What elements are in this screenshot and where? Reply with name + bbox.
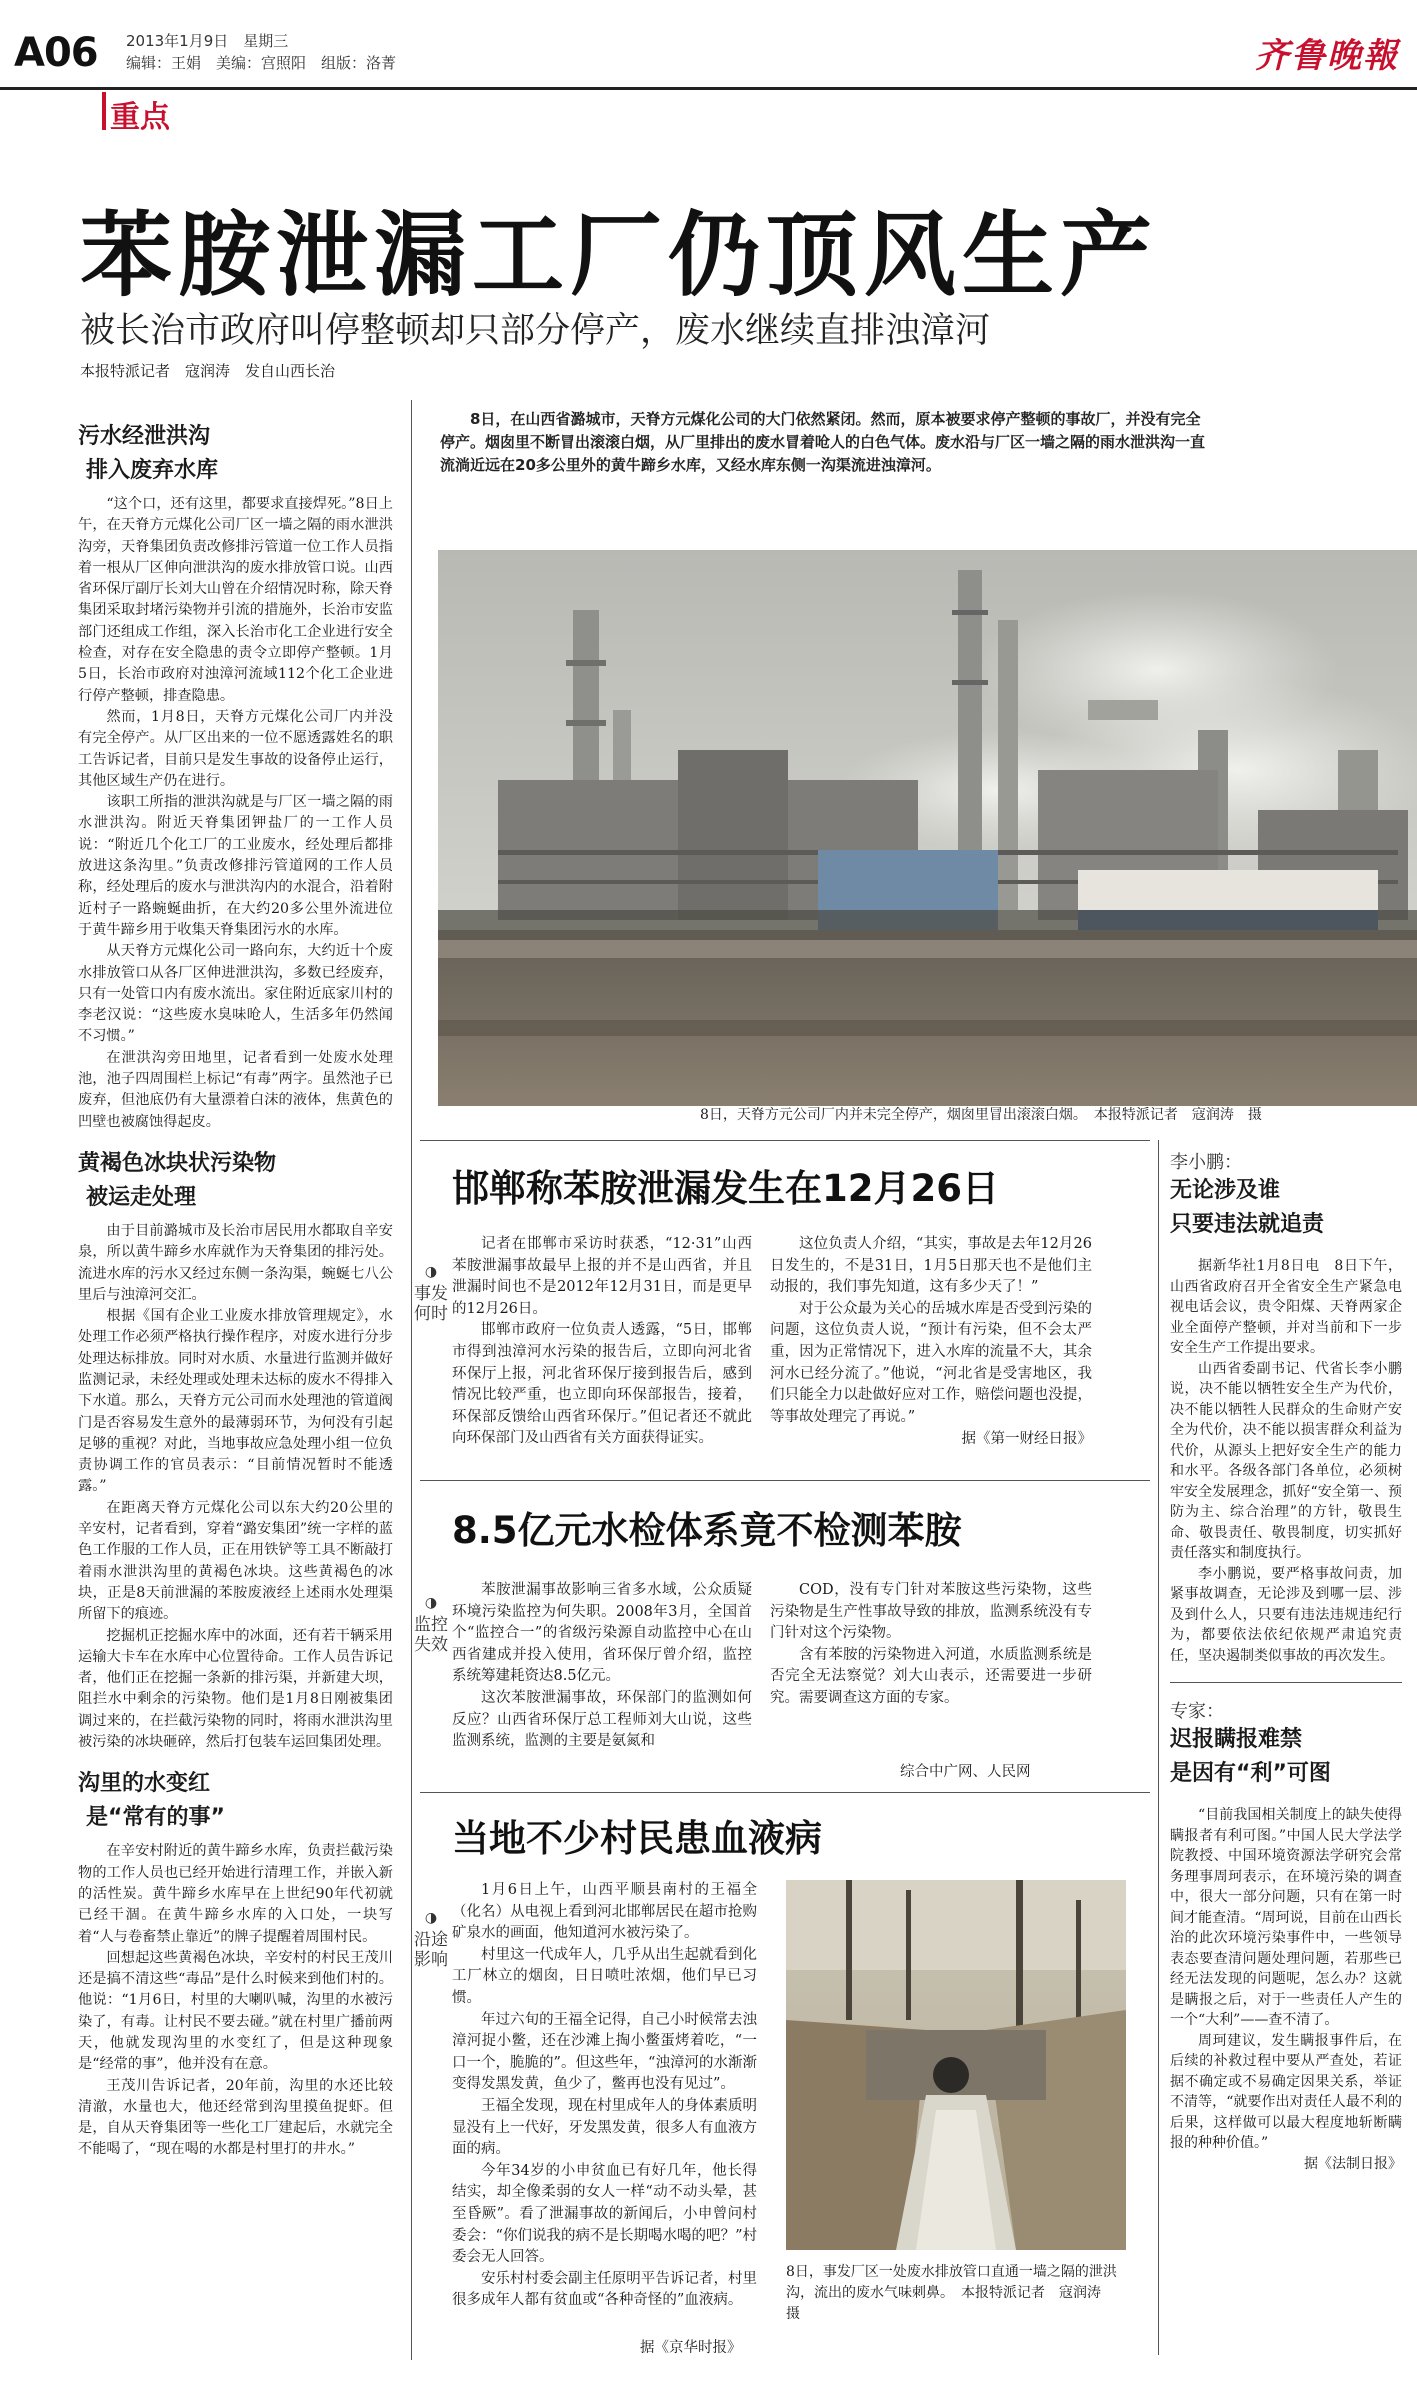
section-tag: 重点 <box>110 100 170 135</box>
story-monitor-headline: 8.5亿元水检体系竟不检测苯胺 <box>452 1509 962 1552</box>
drain-pipe-photo <box>786 1880 1126 2250</box>
header-rule <box>0 87 1417 90</box>
section-heading: 黄褐色冰块状污染物 被运走处理 <box>78 1150 277 1210</box>
right-piece-kicker: 李小鹏： <box>1170 1152 1242 1173</box>
right-piece-kicker: 专家： <box>1170 1701 1224 1722</box>
right-piece-heading: 迟报瞒报难禁 是因有“利”可图 <box>1170 1727 1331 1786</box>
story-monitor-col1: 苯胺泄漏事故影响三省多水域，公众质疑环境污染监控为何失职。2008年3月，全国首个“监控合一”的省级污染源自动监控中心在山西省建成并投入使用，省环保厅曾介绍，监控系统筹建耗资达8.5亿元。 这次苯胺泄漏事故，环保部门的监测如何反应？山西省环保厅总工程师刘大山说，这些监测系统，监测的主要是氨氮和 <box>452 1582 752 1750</box>
editors-line: 编辑：王娟 美编：宫照阳 组版：洛菁 <box>126 54 397 72</box>
section-heading: 污水经泄洪沟 排入废弃水库 <box>78 424 219 483</box>
story-monitor-col2: COD，没有专门针对苯胺这些污染物，这些污染物是生产性事故导致的排放，监测系统没有专门针对这个污染物。 含有苯胺的污染物进入河道，水质监测系统是否完全无法察觉？刘大山表示，还需要进一步研究。需要调查这方面的专家。 <box>770 1582 1092 1706</box>
photo-caption: 8日，天脊方元公司厂内并未完全停产，烟囱里冒出滚滚白烟。 本报特派记者 寇润涛 摄 <box>700 1107 1262 1123</box>
photo-intro: 8日，在山西省潞城市，天脊方元煤化公司的大门依然紧闭。然而，原本被要求停产整顿的事故厂，并没有完全停产。烟囱里不断冒出滚滚白烟，从厂里排出的废水冒着呛人的白色气体。废水沿与厂区一墙之隔的雨水泄洪沟一直流淌近远在20多公里外的黄牛蹄乡水库，又经水库东侧一沟渠流进浊漳河。 <box>440 410 1206 474</box>
date-line: 2013年1月9日 星期三 <box>126 32 289 50</box>
section-divider <box>420 1480 1150 1481</box>
column-divider <box>1158 1140 1159 2355</box>
label-bullet-icon: ◑ <box>424 1595 438 1611</box>
label-bullet-icon: ◑ <box>424 1910 438 1926</box>
right-piece-source: 据《法制日报》 <box>1304 2155 1402 2172</box>
right-piece-body: “目前我国相关制度上的缺失使得瞒报者有利可图。”中国人民大学法学院教授、中国环境资源法学研究会常务理事周珂表示，在环境污染的调查中，很大一部分问题，只有在第一时间才能查清。“周珂说，目前在山西长治的此次环境污染事件中，一些领导表态要查清问题处理问题，若那些已经无法发现的问题呢，怎么办？这就是瞒报之后，对于一些责任人产生的一个“大利”——查不清了。 周珂建议，发生瞒报事件后，在后续的补救过程中要从严查处，若证据不确定或不易确定因果关系，举证不清等，“就要作出对责任人最不利的后果，这样做可以最大程度地斩断瞒报的种种价值。” 据《法制日报》 <box>1170 1805 1402 2174</box>
right-piece-2 <box>1170 1697 1402 2174</box>
left-column <box>78 420 393 2175</box>
story-village-body: 1月6日上午，山西平顺县南村的王福全（化名）从电视上看到河北邯郸居民在超市抢购矿泉水的画面，他知道河水被污染了。 村里这一代成年人，几乎从出生起就看到化工厂林立的烟囱，日日喷吐浓烟，他们早已习惯。 年过六旬的王福全记得，自己小时候常去浊漳河捉小鳖，还在沙滩上掏小鳖蛋烤着吃，“一口一个，脆脆的”。但这些年，“浊漳河的水渐渐变得发黑发黄，鱼少了，鳖再也没有见过”。 王福全发现，现在村里成年人的身体素质明显没有上一代好，牙发黑发黄，很多人有血液方面的病。 今年34岁的小申贫血已有好几年，他长得结实，却全像柔弱的女人一样“动不动头晕，甚至昏厥”。看了泄漏事故的新闻后，小申曾问村委会：“你们说我的病不是长期喝水喝的吧？”村委会无人回答。 安乐村村委会副主任原明平告诉记者，村里很多成年人都有贫血或“各种奇怪的”血液病。 <box>452 1882 757 2309</box>
left-section-3 <box>78 1767 393 2160</box>
left-section-2 <box>78 1147 393 1753</box>
main-byline: 本报特派记者 寇润涛 发自山西长治 <box>80 362 336 380</box>
section-divider <box>420 1140 1150 1141</box>
main-subhead: 被长治市政府叫停整顿却只部分停产，废水继续直排浊漳河 <box>80 311 991 351</box>
column-divider <box>411 400 412 2360</box>
main-headline: 苯胺泄漏工厂仍顶风生产 <box>80 202 1159 309</box>
story-monitor-source: 综合中广网、人民网 <box>900 1764 1031 1780</box>
label-bullet-icon: ◑ <box>424 1264 438 1280</box>
section-heading: 沟里的水变红 是“常有的事” <box>78 1771 225 1831</box>
section-body: “这个口，还有这里，都要求直接焊死。”8日上午，在天脊方元煤化公司厂区一墙之隔的雨水泄洪沟旁，天脊集团负责改修排污管道一位工作人员指着一根从厂区伸向泄洪沟的废水排放管口说。山西省环保厅副厅长刘大山曾在介绍情况时称，除天脊集团采取封堵污染物并引流的措施外，长治市安监部门还组成工作组，深入长治市化工企业进行安全检查，对存在安全隐患的责令立即停产整顿。1月5日，长治市政府对浊漳河流域112个化工企业进行停产整顿，排查隐患。 然而，1月8日，天脊方元煤化公司厂内并没有完全停产。从厂区出来的一位不愿透露姓名的职工告诉记者，目前只是发生事故的设备停止运行，其他区域生产仍在进行。 该职工所指的泄洪沟就是与厂区一墙之隔的雨水泄洪沟。附近天脊集团钾盐厂的一工作人员说：“附近几个化工厂的工业废水，经处理后都排放进这条沟里。”负责改修排污管道网的工作人员称，经处理后的废水与泄洪沟内的水混合，沿着附近村子一路蜿蜒曲折，在大约20多公里外流进位于黄牛蹄乡用于收集天脊集团污水的水库。 从天脊方元煤化公司一路向东，大约近十个废水排放管口从各厂区伸进泄洪沟，多数已经废弃，只有一处管口内有废水流出。家住附近底家川村的李老汉说：“这些废水臭味呛人，生活多年仍然闻不习惯。” 在泄洪沟旁田地里，记者看到一处废水处理池，池子四周围栏上标记“有毒”两字。虽然池子已废弃，但池底仍有大量漂着白沫的液体，焦黄色的凹壁也被腐蚀得起皮。 <box>78 496 393 1130</box>
right-piece-body: 据新华社1月8日电 8日下午，山西省政府召开全省安全生产紧急电视电话会议，贵令阳煤、天脊两家企业全面停产整顿，并对当前和下一步安全生产工作提出要求。 山西省委副书记、代省长李小鹏说，决不能以牺牲安全生产为代价，决不能以牺牲人民群众的生命财产安全为代价，决不能以损害群众利益为代价，从源头上把好安全生产的能力和水平。各级各部门各单位，必须树牢安全发展理念，抓好“安全第一、预防为主、综合治理”的方针，敬畏生命、敬畏责任、敬畏制度，切实抓好责任落实和制度执行。 李小鹏说，要严格事故问责，加紧事故调查，无论涉及到哪一层、涉及到什么人，只要有违法违规违纪行为，都要依法依纪依规严肃追究责任，坚决遏制类似事故的再次发生。 <box>1170 1258 1402 1664</box>
newspaper-logo: 齐鲁晚報 <box>1255 36 1399 76</box>
page-number: A06 <box>14 30 98 76</box>
story-village-source: 据《京华时报》 <box>640 2340 742 2356</box>
story-village-headline: 当地不少村民患血液病 <box>452 1817 822 1860</box>
right-divider <box>1170 1682 1402 1683</box>
story-monitor-label: ◑ 监控失效 <box>414 1595 448 1655</box>
right-piece-heading: 无论涉及谁 只要违法就追责 <box>1170 1178 1325 1237</box>
factory-photo <box>438 550 1417 1106</box>
story-time-label: ◑ 事发何时 <box>414 1264 448 1324</box>
section-marker <box>102 92 106 130</box>
story-village-label: ◑ 沿途影响 <box>414 1910 448 1970</box>
right-piece-1 <box>1170 1148 1402 1666</box>
left-section-1 <box>78 420 393 1133</box>
story-time-col1: 记者在邯郸市采访时获悉，“12·31”山西苯胺泄漏事故最早上报的并不是山西省，并且泄漏时间也不是2012年12月31日，而是更早的12月26日。 邯郸市政府一位负责人透露，“5日，邯郸市得到浊漳河水污染的报告后，立即向河北省环保厅上报，河北省环保厅接到报告后，感到情况比较严重，也立即向环保部报告，接着，环保部反馈给山西省环保厅。”但记者还不就此向环保部门及山西省有关方面获得证实。 <box>452 1236 752 1447</box>
story-time-source: 据《第一财经日报》 <box>961 1430 1092 1447</box>
section-body: 由于目前潞城市及长治市居民用水都取自辛安泉，所以黄牛蹄乡水库就作为天脊集团的排污处。流进水库的污水又经过东侧一条沟渠，蜿蜒七八公里后与浊漳河交汇。 根据《国有企业工业废水排放管理规定》，水处理工作必须严格执行操作程序，对废水进行分步处理达标排放。同时对水质、水量进行监测并做好监测记录，未经处理或处理未达标的废水不得排入下水道。那么，天脊方元公司而水处理池的管道阀门是否容易发生意外的最薄弱环节，为何没有引起足够的重视？对此，当地事故应急处理小组一位负责协调工作的官员表示：“目前情况暂时不能透露。” 在距离天脊方元煤化公司以东大约20公里的辛安村，记者看到，穿着“潞安集团”统一字样的蓝色工作服的工作人员，正在用铁铲等工具不断敲打着雨水泄洪沟里的黄褐色冰块。这些黄褐色的冰块，正是8天前泄漏的苯胺废液经上述雨水处理渠所留下的痕迹。 挖掘机正挖掘水库中的冰面，还有若干辆采用运输大卡车在水库中心位置待命。工作人员告诉记者，他们正在挖掘一条新的排污渠，并新建大坝，阻拦水中剩余的污染物。他们是1月8日刚被集团调过来的，在拦截污染物的同时，将雨水泄洪沟里被污染的冰块砸碎，然后打包装车运回集团处理。 <box>78 1222 393 1751</box>
story-time-col2: 这位负责人介绍，“其实，事故是去年12月26日发生的，不是31日，1月5日那天也不是他们主动报的，我们事先知道，这有多少天了！” 对于公众最为关心的岳城水库是否受到污染的问题，这位负责人说，“预计有污染，但不会太严重，因为正常情况下，进入水库的流量不大，其余河水已经分流了。”他说，“河北省是受害地区，我们只能全力以赴做好应对工作，赔偿问题也没提，等事故处理完了再说。” 据《第一财经日报》 <box>770 1234 1092 1428</box>
drain-pipe-caption: 8日，事发厂区一处废水排放管口直通一墙之隔的泄洪沟，流出的废水气味刺鼻。 本报特派记者 寇润涛 摄 <box>786 2264 1117 2322</box>
header-info <box>126 30 396 74</box>
section-body: 在辛安村附近的黄牛蹄乡水库，负责拦截污染物的工作人员也已经开始进行清理工作，并嵌入新的活性炭。黄牛蹄乡水库早在上世纪90年代初就已经干涸。在黄牛蹄乡水库的入口处，一块写着“人与卷畜禁止靠近”的牌子提醒着周围村民。 回想起这些黄褐色冰块，辛安村的村民王茂川还是搞不清这些“毒品”是什么时候来到他们村的。他说：“1月6日，村里的大喇叭喊，沟里的水被污染了，有毒。让村民不要去碰。”就在村里广播前两天，他就发现沟里的水变红了，但是这种现象是“经常的事”，他并没有在意。 王茂川告诉记者，20年前，沟里的水还比较清澈，水量也大，他还经常到沟里摸鱼捉虾。但是，自从天脊集团等一些化工厂建起后，水就完全不能喝了，“现在喝的水都是村里打的井水。” <box>78 1843 393 2158</box>
section-divider <box>420 1792 1150 1793</box>
story-time-headline: 邯郸称苯胺泄漏发生在12月26日 <box>452 1167 999 1210</box>
right-column <box>1170 1148 1402 2174</box>
